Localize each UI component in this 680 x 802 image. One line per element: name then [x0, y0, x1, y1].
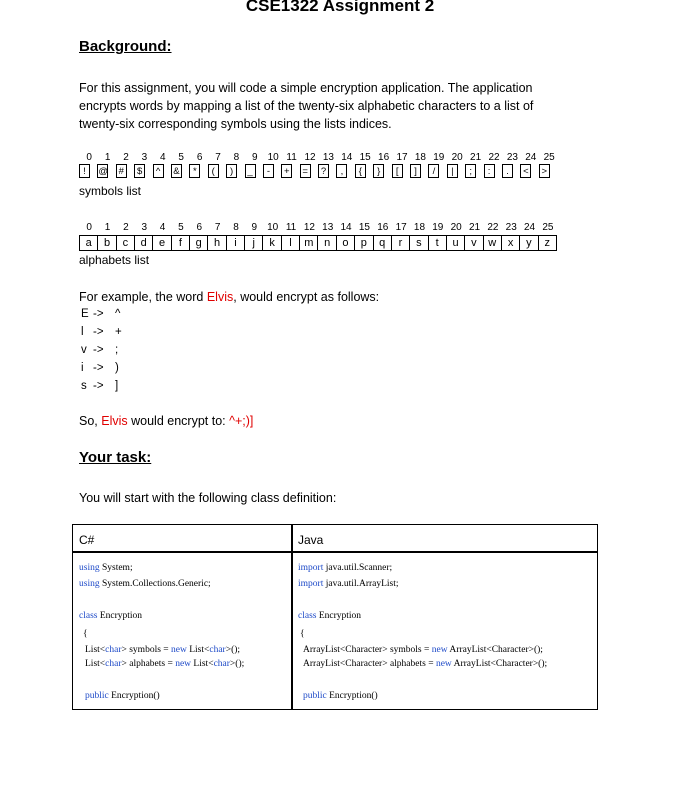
- alphabets_table-index: 16: [377, 222, 389, 233]
- symbols_table-index: 21: [470, 152, 482, 163]
- alphabets-list-label: alphabets list: [79, 253, 150, 267]
- symbols_table-cell: [: [392, 164, 403, 178]
- alphabets_table-cell: t: [429, 236, 447, 250]
- alphabets_table-index: 22: [487, 222, 499, 233]
- background-line: encrypts words by mapping a list of the twenty-six alphabetic characters to a list of: [79, 99, 534, 113]
- mapping-row: [81, 341, 122, 359]
- page-title: CSE1322 Assignment 2: [245, 0, 435, 15]
- symbols_table-index: 16: [378, 152, 390, 163]
- symbols_table-index: 18: [414, 152, 426, 163]
- mapping-letter: s: [81, 380, 87, 392]
- symbols_table-cell: #: [116, 164, 127, 178]
- symbols_table-cell: }: [373, 164, 384, 178]
- code-line: List<char> symbols = new List<char>();: [85, 645, 241, 655]
- alphabets_table-cell: b: [98, 236, 116, 250]
- mapping-symbol: ^: [115, 308, 121, 320]
- alphabets_table-index: 14: [340, 222, 352, 233]
- alphabets_table-cell: y: [520, 236, 538, 250]
- symbols_table-index: 11: [286, 152, 297, 163]
- example-result: [79, 412, 253, 430]
- alphabets_table-cell: l: [282, 236, 300, 250]
- symbols-index-row: [79, 152, 559, 164]
- mapping-arrow: ->: [93, 380, 104, 392]
- alphabets_table-cell: v: [465, 236, 483, 250]
- code-line: List<char> alphabets = new List<char>();: [85, 659, 245, 669]
- code-line: class Encryption: [298, 611, 362, 621]
- alphabets_table-index: 19: [432, 222, 444, 233]
- result-middle: would encrypt to:: [127, 414, 230, 428]
- symbols_table-index: 6: [196, 152, 203, 163]
- csharp-column-header: C#: [79, 533, 95, 547]
- symbols_table-cell: -: [263, 164, 274, 178]
- alphabets_table-index: 5: [178, 222, 184, 233]
- result-word: Elvis: [101, 414, 128, 428]
- code-line: import java.util.Scanner;: [298, 563, 393, 573]
- symbols_table-index: 13: [322, 152, 334, 163]
- alphabets_table-index: 23: [505, 222, 517, 233]
- symbols_table-cell: @: [98, 166, 109, 177]
- mapping-row: [81, 323, 122, 341]
- code-line: public Encryption(): [303, 691, 378, 701]
- symbols_table-cell: +: [281, 164, 292, 178]
- example-intro-prefix: For example, the word: [79, 290, 207, 304]
- alphabets_table-cell: d: [135, 236, 153, 250]
- symbols_table-cell: >: [539, 164, 550, 178]
- symbols_table-cell: ,: [336, 164, 347, 178]
- mapping-arrow: ->: [93, 362, 104, 374]
- task-text: You will start with the following class definition:: [79, 491, 337, 505]
- alphabets_table-index: 21: [468, 222, 481, 233]
- alphabets_table-index: 24: [524, 222, 536, 233]
- symbols_table-index: 3: [141, 152, 148, 163]
- alphabets_table-index: 2: [123, 222, 129, 233]
- symbols_table-cell: /: [428, 164, 439, 178]
- code-line: {: [83, 629, 88, 639]
- alphabets_table-index: 18: [413, 222, 426, 233]
- symbols_table-index: 24: [525, 152, 537, 163]
- mapping-letter: l: [81, 326, 84, 338]
- symbols_table-cell: *: [189, 164, 200, 178]
- alphabets_table-cell: q: [374, 236, 392, 250]
- mapping-arrow: ->: [93, 344, 104, 356]
- symbols_table-cell: &: [171, 164, 182, 178]
- example-word: Elvis: [206, 290, 234, 304]
- alphabets_table-index: 9: [251, 222, 258, 233]
- code-line: using System;: [79, 563, 133, 573]
- background-heading: Background:: [79, 38, 172, 55]
- symbols_table-cell: =: [300, 164, 311, 178]
- alphabets_table-cell: s: [410, 236, 428, 250]
- mapping-letter: i: [81, 362, 84, 374]
- background-paragraph: [79, 79, 639, 133]
- alphabets_table-cell: e: [153, 236, 171, 250]
- alphabets_table-cell: n: [318, 236, 336, 250]
- alphabets_table-index: 0: [86, 222, 92, 233]
- alphabets_table-index: 4: [159, 222, 166, 233]
- alphabets_table-cell: o: [337, 236, 355, 250]
- class-definition-table: [72, 524, 598, 710]
- symbols_table-cell: <: [520, 164, 531, 178]
- symbols_table-index: 25: [543, 152, 555, 163]
- table-divider: [73, 551, 597, 553]
- mapping-symbol: +: [115, 326, 122, 338]
- alphabets_table-cell: x: [502, 236, 520, 250]
- symbols_table-cell: $: [134, 164, 145, 178]
- alphabets_table-index: 7: [214, 222, 221, 233]
- symbols_table-index: 12: [304, 152, 316, 163]
- alphabets-list-row: [79, 235, 557, 251]
- alphabets_table-cell: i: [227, 236, 245, 250]
- code-line: class Encryption: [79, 611, 143, 621]
- alphabets_table-cell: j: [245, 236, 263, 250]
- symbols_table-index: 20: [451, 152, 463, 163]
- java-column-header: Java: [298, 533, 324, 547]
- symbols_table-cell: !: [79, 164, 90, 178]
- mapping-row: [81, 305, 122, 323]
- alphabets_table-cell: k: [263, 236, 281, 250]
- alphabets_table-cell: c: [117, 236, 135, 250]
- alphabets_table-cell: u: [447, 236, 465, 250]
- code-line: ArrayList<Character> alphabets = new ArrayList<Character>();: [303, 659, 548, 669]
- symbols_table-index: 1: [104, 152, 111, 163]
- symbols_table-cell: ^: [153, 164, 164, 178]
- alphabets_table-cell: f: [172, 236, 190, 250]
- mapping-letter: E: [81, 308, 89, 320]
- symbols_table-cell: |: [447, 164, 458, 178]
- alphabets_table-cell: z: [539, 236, 557, 250]
- result-value: ^+;)]: [229, 414, 254, 428]
- alphabets_table-index: 1: [104, 222, 111, 233]
- symbols_table-index: 9: [252, 152, 258, 163]
- symbols_table-cell: :: [484, 164, 495, 178]
- symbols_table-cell: .: [502, 164, 513, 178]
- symbols_table-cell: (: [208, 164, 219, 178]
- alphabets_table-index: 8: [233, 222, 239, 233]
- background-line: twenty-six corresponding symbols using the lists indices.: [79, 117, 392, 131]
- symbols_table-cell: ?: [318, 164, 329, 178]
- mapping-row: [81, 377, 122, 395]
- example-mapping-list: [81, 305, 122, 395]
- alphabets_table-cell: a: [80, 236, 98, 250]
- symbols_table-cell: ]: [410, 164, 421, 178]
- symbols_table-index: 15: [359, 152, 371, 163]
- alphabets_table-index: 13: [322, 222, 334, 233]
- alphabets_table-index: 17: [395, 222, 407, 233]
- symbols_table-index: 23: [506, 152, 518, 163]
- alphabets_table-index: 15: [358, 222, 370, 233]
- mapping-row: [81, 359, 122, 377]
- code-line: import java.util.ArrayList;: [298, 579, 399, 589]
- mapping-arrow: ->: [93, 308, 104, 320]
- alphabets_table-cell: g: [190, 236, 208, 250]
- alphabets_table-cell: r: [392, 236, 410, 250]
- symbols_table-cell: {: [355, 164, 366, 178]
- alphabets_table-cell: m: [300, 236, 318, 250]
- alphabets_table-index: 6: [196, 222, 203, 233]
- symbols_table-index: 17: [396, 152, 408, 163]
- symbols_table-index: 2: [123, 152, 129, 163]
- mapping-letter: v: [81, 344, 87, 356]
- mapping-symbol: ;: [115, 344, 119, 356]
- symbols_table-index: 7: [215, 152, 221, 163]
- alphabets_table-index: 12: [303, 222, 315, 233]
- alphabets_table-index: 11: [285, 222, 297, 233]
- symbols_table-cell: ): [226, 164, 237, 178]
- alphabets_table-cell: h: [208, 236, 226, 250]
- symbols_table-index: 8: [233, 152, 240, 163]
- alphabets_table-index: 25: [542, 222, 554, 233]
- mapping-symbol: ]: [115, 380, 119, 392]
- code-line: ArrayList<Character> symbols = new ArrayList<Character>();: [303, 645, 543, 655]
- symbols-list-row: [79, 164, 557, 178]
- result-prefix: So,: [79, 414, 102, 428]
- alphabets_table-cell: w: [484, 236, 502, 250]
- alphabets-index-row: [79, 222, 559, 234]
- symbols_table-index: 14: [341, 152, 353, 163]
- mapping-symbol: ): [115, 362, 119, 374]
- code-line: public Encryption(): [85, 691, 160, 701]
- alphabets_table-cell: p: [355, 236, 373, 250]
- alphabets_table-index: 10: [267, 222, 279, 233]
- symbols_table-index: 0: [86, 152, 92, 163]
- example-intro: [79, 288, 379, 306]
- example-intro-suffix: , would encrypt as follows:: [233, 290, 380, 304]
- symbols_table-index: 10: [267, 152, 279, 163]
- mapping-arrow: ->: [93, 326, 104, 338]
- symbols_table-index: 4: [160, 152, 166, 163]
- symbols_table-index: 22: [488, 152, 500, 163]
- background-line: For this assignment, you will code a simple encryption application. The application: [79, 81, 533, 95]
- alphabets_table-index: 3: [141, 222, 147, 233]
- symbols_table-index: 19: [433, 152, 445, 163]
- symbols-list-label: symbols list: [79, 184, 142, 198]
- symbols_table-index: 5: [178, 152, 184, 163]
- table-divider: [291, 525, 293, 709]
- code-line: {: [300, 629, 305, 639]
- symbols_table-cell: ;: [465, 164, 476, 178]
- alphabets_table-index: 20: [450, 222, 462, 233]
- symbols_table-cell: _: [245, 164, 256, 178]
- task-heading: Your task:: [79, 449, 152, 466]
- code-line: using System.Collections.Generic;: [79, 579, 211, 589]
